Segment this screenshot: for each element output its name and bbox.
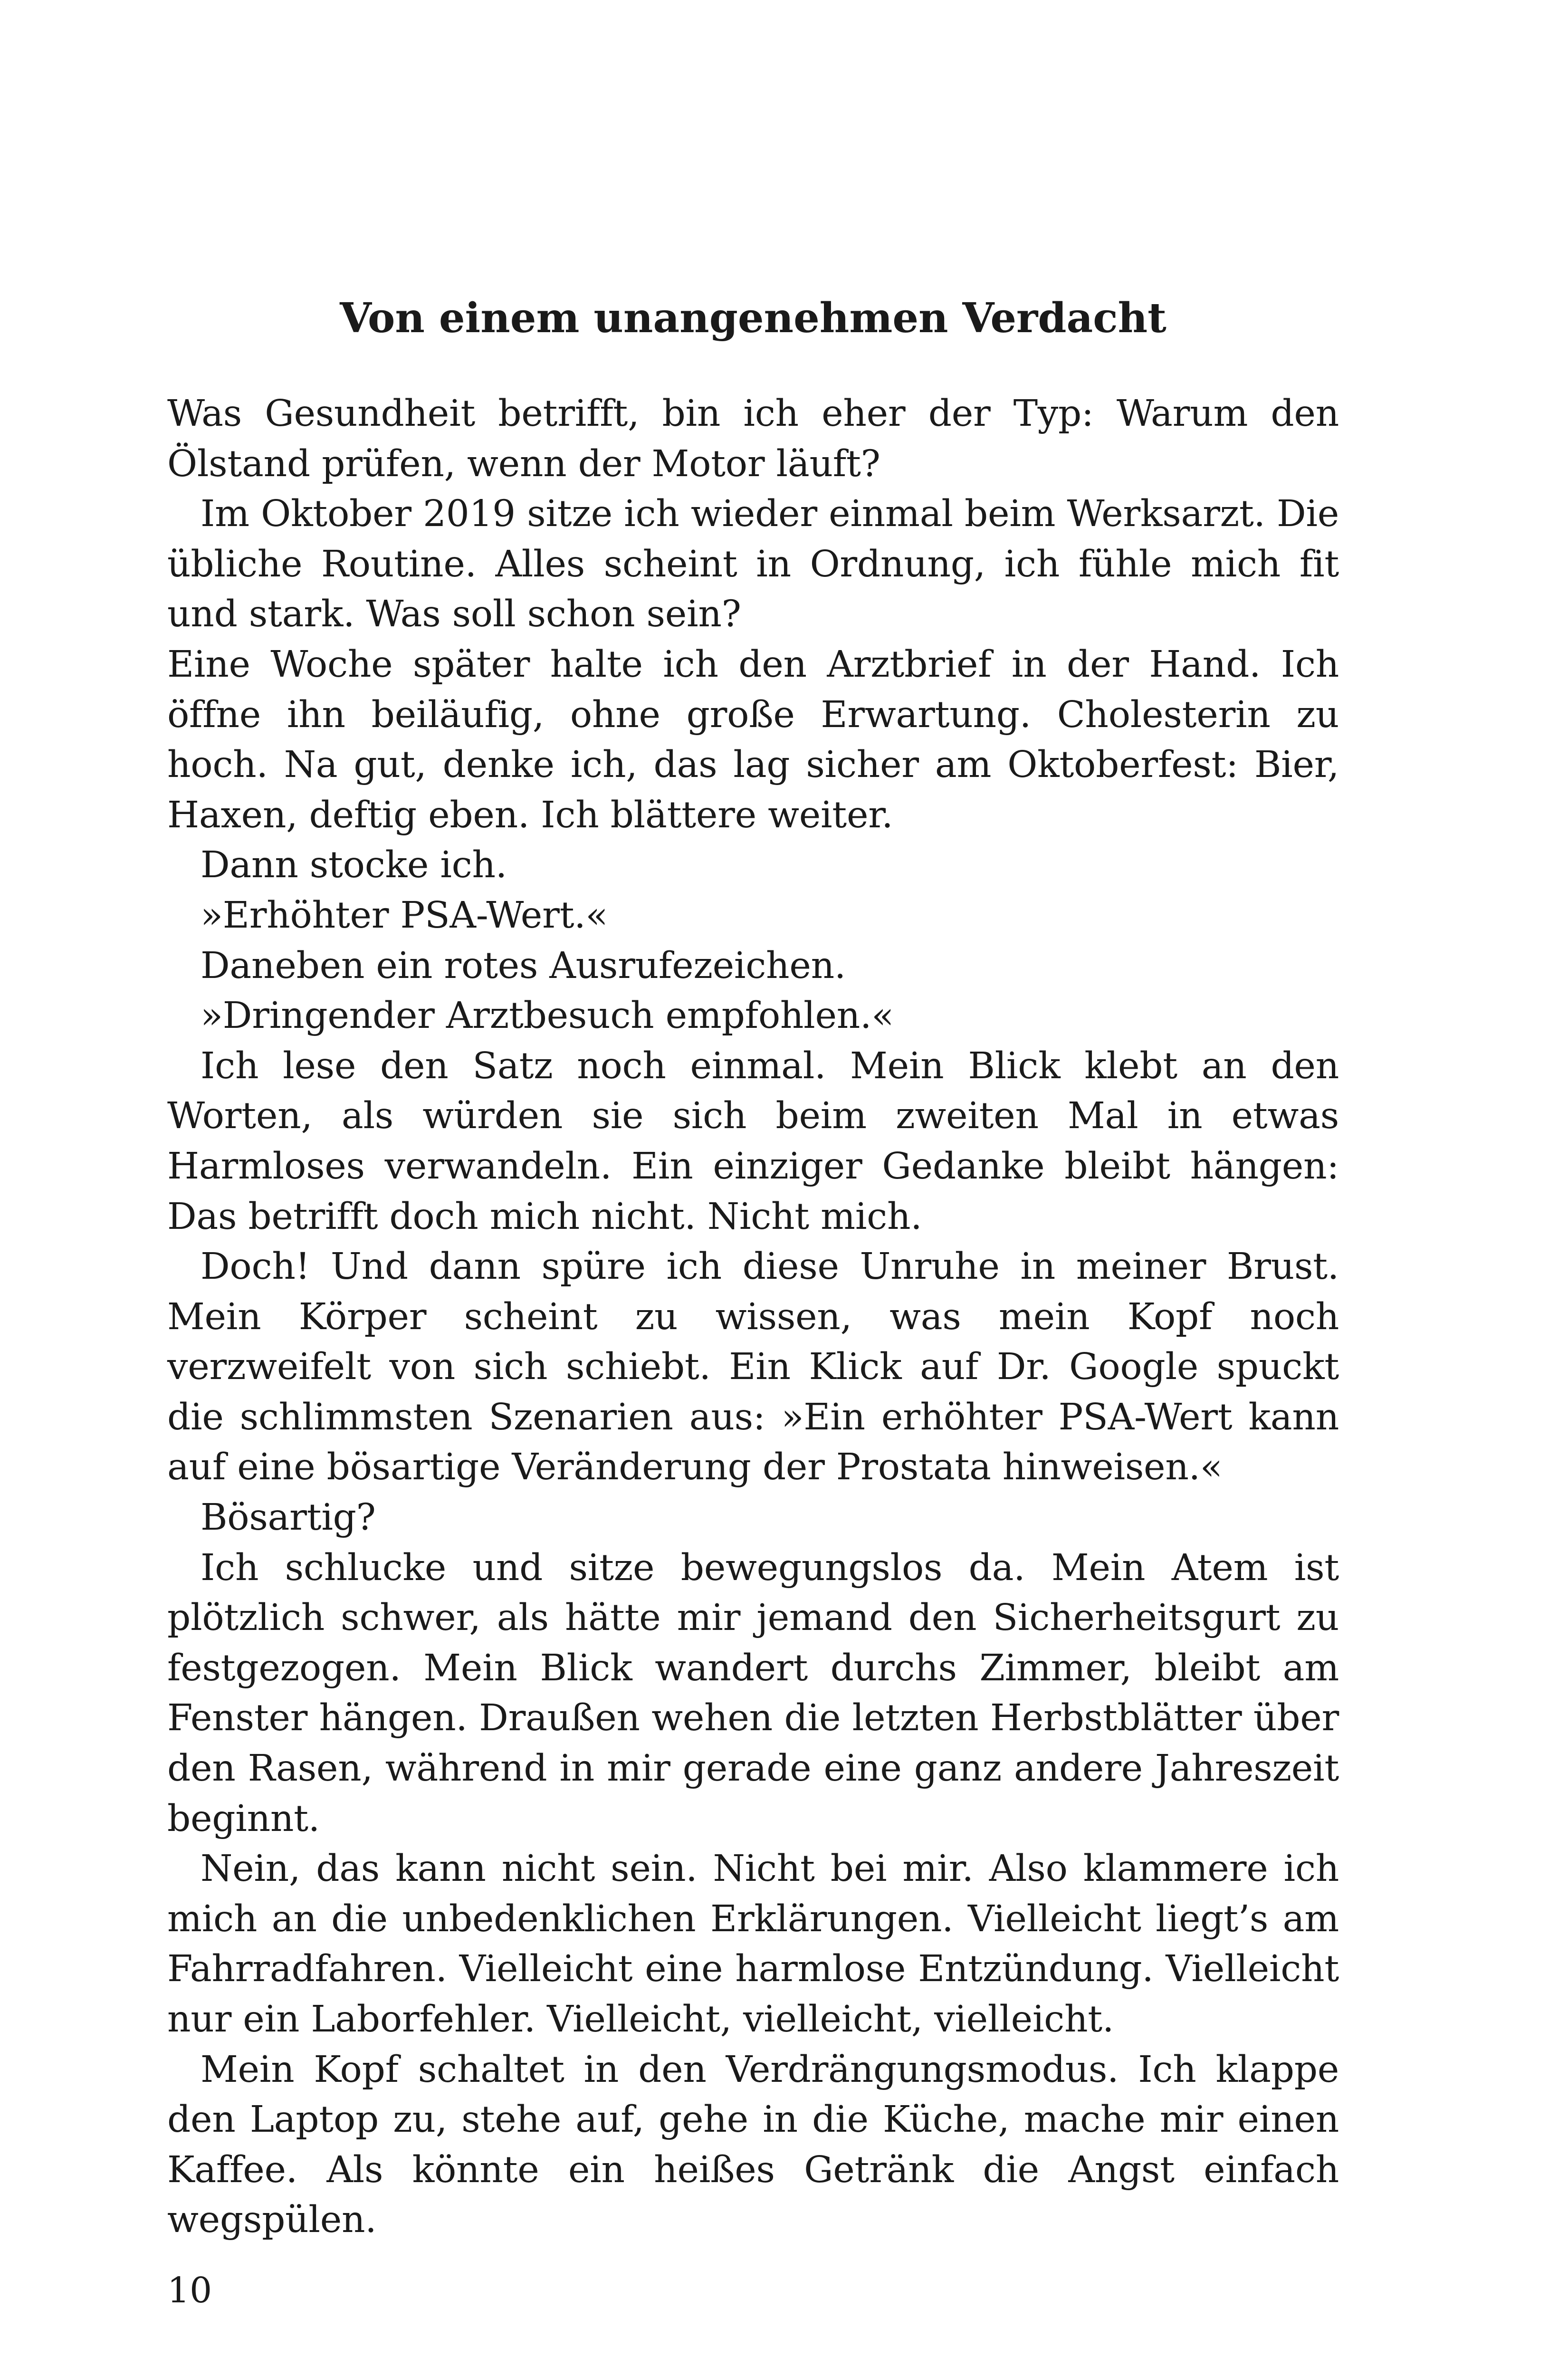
page-number: 10: [167, 2270, 212, 2311]
paragraph: Bösartig?: [201, 1496, 376, 1539]
paragraph: Mein Kopf schaltet in den Verdrängungsmodus. Ich klappe den Laptop zu, stehe auf, gehe in die Küche, mache mir einen Kaffee. Als könnte ein heißes Getränk die Angst einfach wegspülen.: [167, 2048, 1339, 2242]
paragraph: Eine Woche später halte ich den Arztbrief in der Hand. Ich öffne ihn beiläufig, ohne große Erwartung. Cholesterin zu hoch. Na gut, denke ich, das lag sicher am Oktoberfest: Bier, Haxen, deftig eben. Ich blättere weiter.: [167, 643, 1339, 836]
paragraph: Was Gesundheit betrifft, bin ich eher der Typ: Warum den Ölstand prüfen, wenn der Motor läuft?: [167, 393, 1339, 485]
paragraph: »Dringender Arztbesuch empfohlen.«: [201, 995, 894, 1037]
chapter-body: [167, 389, 1339, 2245]
paragraph: Ich schlucke und sitze bewegungslos da. Mein Atem ist plötzlich schwer, als hätte mir jemand den Sicherheitsgurt zu festgezogen. Mein Blick wandert durchs Zimmer, bleibt am Fenster hängen. Draußen wehen die letzten Herbstblätter über den Rasen, während in mir gerade eine ganz andere Jahreszeit beginnt.: [167, 1546, 1339, 1840]
paragraph: Ich lese den Satz noch einmal. Mein Blick klebt an den Worten, als würden sie sich beim zweiten Mal in etwas Harmloses verwandeln. Ein einziger Gedanke bleibt hängen: Das betrifft doch mich nicht. Nicht mich.: [167, 1044, 1339, 1238]
paragraph: »Erhöhter PSA-Wert.«: [201, 894, 608, 937]
paragraph: Dann stocke ich.: [201, 844, 507, 887]
paragraph: Doch! Und dann spüre ich diese Unruhe in meiner Brust. Mein Körper scheint zu wissen, was mein Kopf noch verzweifelt von sich schiebt. Ein Klick auf Dr. Google spuckt die schlimmsten Szenarien aus: »Ein erhöhter PSA-Wert kann auf eine bösartige Veränderung der Prostata hinweisen.«: [167, 1245, 1339, 1489]
paragraph: Im Oktober 2019 sitze ich wieder einmal beim Werksarzt. Die übliche Routine. Alles scheint in Ordnung, ich fühle mich fit und stark. Was soll schon sein?: [167, 493, 1339, 636]
paragraph: Daneben ein rotes Ausrufezeichen.: [201, 944, 846, 987]
paragraph: Nein, das kann nicht sein. Nicht bei mir. Also klammere ich mich an die unbedenklichen Erklärungen. Vielleicht liegt’s am Fahrradfahren. Vielleicht eine harmlose Entzündung. Vielleicht nur ein Laborfehler. Vielleicht, vielleicht, vielleicht.: [167, 1848, 1339, 2041]
chapter-title: Von einem unangenehmen Verdacht: [340, 294, 1166, 342]
